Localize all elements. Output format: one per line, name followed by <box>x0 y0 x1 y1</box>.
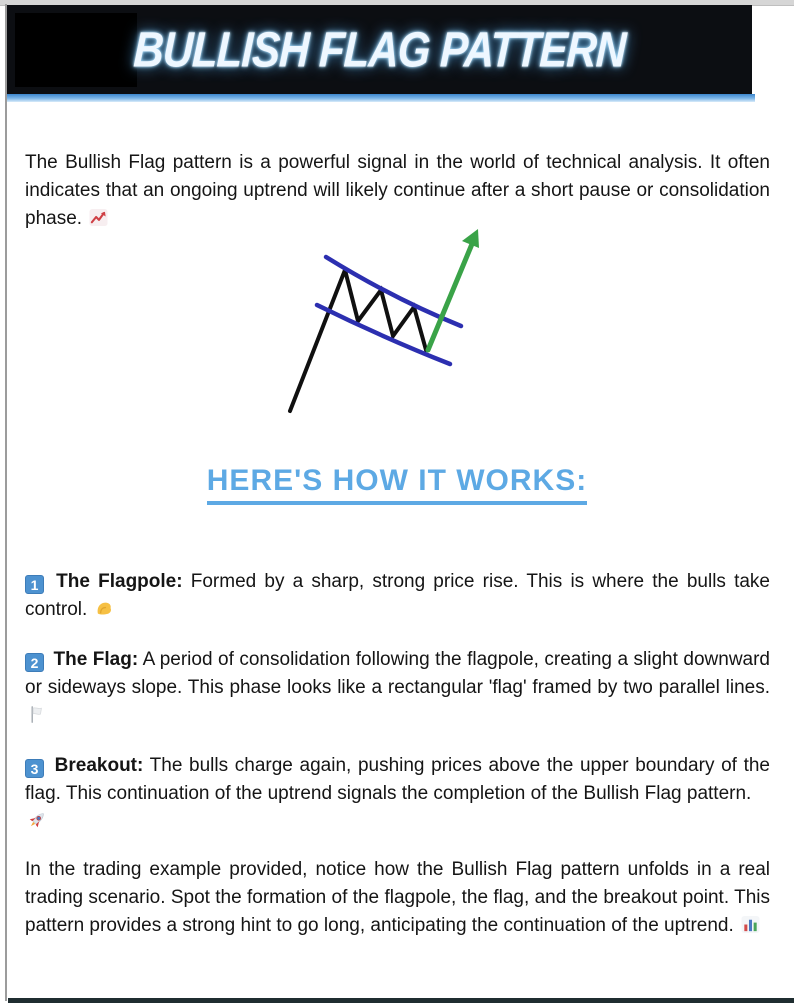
white-flag-icon <box>27 705 46 724</box>
step-3-label: Breakout: <box>54 755 144 776</box>
step-flagpole <box>25 568 770 624</box>
step-breakout <box>25 752 770 836</box>
how-it-works-heading: HERE'S HOW IT WORKS: <box>207 464 587 505</box>
step-1-label: The Flagpole: <box>56 571 183 592</box>
step-flag <box>25 646 770 730</box>
step-1-badge: 1 <box>25 575 44 594</box>
bull-flag-diagram <box>258 213 508 423</box>
banner-blue-underline <box>7 94 755 102</box>
chart-increasing-icon <box>89 208 108 227</box>
rocket-icon <box>27 810 47 830</box>
breakout-arrow-line <box>428 244 472 350</box>
step-2-label: The Flag: <box>53 649 139 670</box>
outro-paragraph <box>25 856 770 940</box>
flagpole-line <box>290 270 345 411</box>
flexed-biceps-icon <box>95 599 114 618</box>
title-banner <box>7 5 752 94</box>
step-2-text: A period of consolidation following the flagpole, creating a slight downward or sideways slope. This phase looks like a rectangular 'flag' framed by two parallel lines. <box>25 649 770 698</box>
outro-text: In the trading example provided, notice how the Bullish Flag pattern unfolds in a real trading scenario. Spot the formation of the flagpole, the flag, and the breakout point. This pattern provides a strong hint to go long, anticipating the continuation of the uptrend. <box>25 859 770 936</box>
intro-text: The Bullish Flag pattern is a powerful signal in the world of technical analysis. It often indicates that an ongoing uptrend will likely continue after a short pause or consolidation phase. <box>25 152 770 229</box>
page-title: BULLISH FLAG PATTERN <box>132 21 627 77</box>
step-2-badge: 2 <box>25 653 44 672</box>
bottom-dark-bar <box>8 998 794 1003</box>
step-3-badge: 3 <box>25 759 44 778</box>
step-1-text: Formed by a sharp, strong price rise. This is where the bulls take control. <box>25 571 771 620</box>
bar-chart-icon <box>741 915 760 934</box>
step-3-text: The bulls charge again, pushing prices above the upper boundary of the flag. This continuation of the uptrend signals the completion of the Bullish Flag pattern. <box>25 755 770 804</box>
how-heading-wrap <box>0 464 794 505</box>
